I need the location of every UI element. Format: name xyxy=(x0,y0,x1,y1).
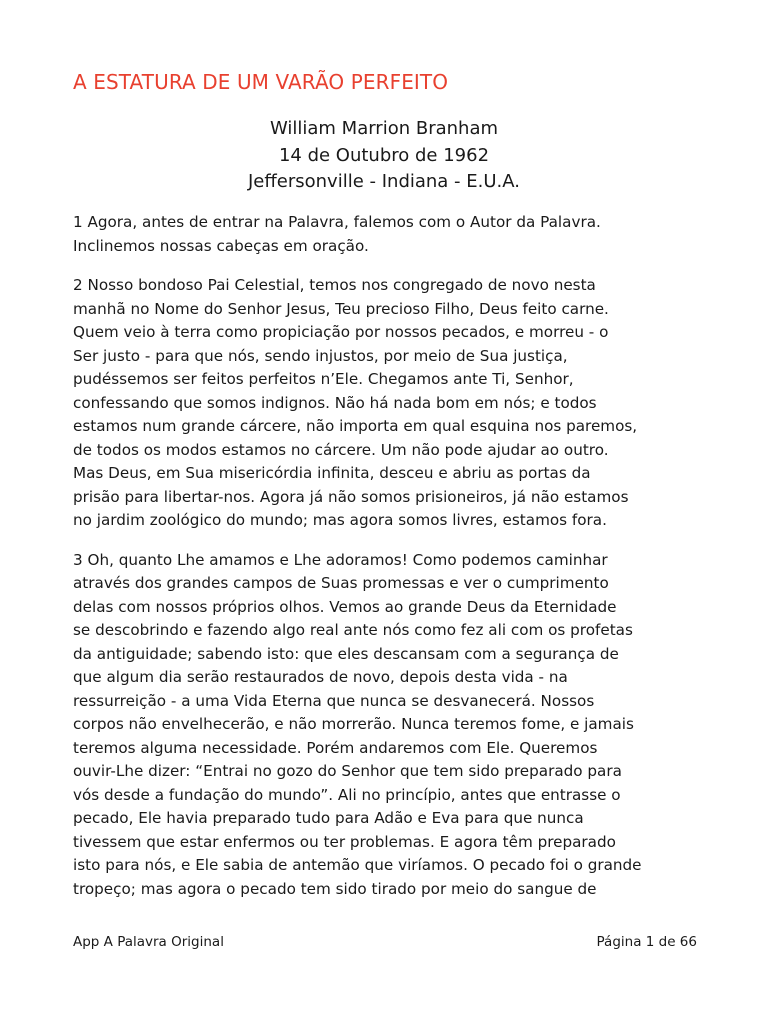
footer-page-number: Página 1 de 66 xyxy=(596,934,697,950)
paragraph-line: de todos os modos estamos no cárcere. Um não pode ajudar ao outro. xyxy=(73,440,609,459)
paragraph-line: ouvir-Lhe dizer: “Entrai no gozo do Senhor que tem sido preparado para xyxy=(73,762,622,780)
paragraph-line: estamos num grande cárcere, não importa em qual esquina nos paremos, xyxy=(73,417,638,435)
paragraph-line: Ser justo - para que nós, sendo injustos, por meio de Sua justiça, xyxy=(73,346,568,365)
sermon-location: Jeffersonville - Indiana - E.U.A. xyxy=(248,171,520,192)
paragraph-line: delas com nossos próprios olhos. Vemos ao grande Deus da Eternidade xyxy=(73,597,617,616)
document-title: A ESTATURA DE UM VARÃO PERFEITO xyxy=(73,70,449,94)
paragraph-line: prisão para libertar-nos. Agora já não somos prisioneiros, já não estamos xyxy=(73,487,629,506)
paragraph-line: através dos grandes campos de Suas promessas e ver o cumprimento xyxy=(73,574,609,592)
paragraph-line: isto para nós, e Ele sabia de antemão que viríamos. O pecado foi o grande xyxy=(73,856,642,874)
paragraph-line: Inclinemos nossas cabeças em oração. xyxy=(73,236,369,255)
paragraph-line: vós desde a fundação do mundo”. Ali no princípio, antes que entrasse o xyxy=(73,785,621,804)
paragraph-line: que algum dia serão restaurados de novo, depois desta vida - na xyxy=(73,668,568,686)
document-body xyxy=(73,211,713,917)
paragraph-line: da antiguidade; sabendo isto: que eles descansam com a segurança de xyxy=(73,644,619,663)
paragraph-line: 2 Nosso bondoso Pai Celestial, temos nos congregado de novo nesta xyxy=(73,276,596,294)
paragraph-line: teremos alguma necessidade. Porém andaremos com Ele. Queremos xyxy=(73,738,598,757)
author-name: William Marrion Branham xyxy=(269,118,499,139)
paragraph-line: 3 Oh, quanto Lhe amamos e Lhe adoramos! Como podemos caminhar xyxy=(73,550,608,569)
paragraph-line: ressurreição - a uma Vida Eterna que nunca se desvanecerá. Nossos xyxy=(73,691,595,710)
sermon-date: 14 de Outubro de 1962 xyxy=(278,144,490,166)
paragraph-line: confessando que somos indignos. Não há nada bom em nós; e todos xyxy=(73,393,597,412)
paragraph xyxy=(73,274,713,533)
paragraph-line: corpos não envelhecerão, e não morrerão. Nunca teremos fome, e jamais xyxy=(73,715,634,733)
paragraph-line: tivessem que estar enfermos ou ter problemas. E agora têm preparado xyxy=(73,832,616,851)
document-meta xyxy=(0,116,768,196)
paragraph-line: pecado, Ele havia preparado tudo para Adão e Eva para que nunca xyxy=(73,809,584,827)
paragraph-line: Mas Deus, em Sua misericórdia infinita, desceu e abriu as portas da xyxy=(73,464,591,482)
paragraph-line: manhã no Nome do Senhor Jesus, Teu precioso Filho, Deus feito carne. xyxy=(73,299,609,318)
paragraph-line: pudéssemos ser feitos perfeitos n’Ele. Chegamos ante Ti, Senhor, xyxy=(73,370,574,388)
paragraph xyxy=(73,549,713,902)
paragraph-line: no jardim zoológico do mundo; mas agora somos livres, estamos fora. xyxy=(73,511,607,529)
paragraph-line: Quem veio à terra como propiciação por nossos pecados, e morreu - o xyxy=(73,323,609,341)
footer-app-name: App A Palavra Original xyxy=(73,934,224,950)
paragraph-line: se descobrindo e fazendo algo real ante nós como fez ali com os profetas xyxy=(73,621,633,639)
paragraph xyxy=(73,211,713,258)
paragraph-line: tropeço; mas agora o pecado tem sido tirado por meio do sangue de xyxy=(73,879,597,898)
page-footer xyxy=(73,934,697,950)
paragraph-line: 1 Agora, antes de entrar na Palavra, falemos com o Autor da Palavra. xyxy=(73,213,601,231)
